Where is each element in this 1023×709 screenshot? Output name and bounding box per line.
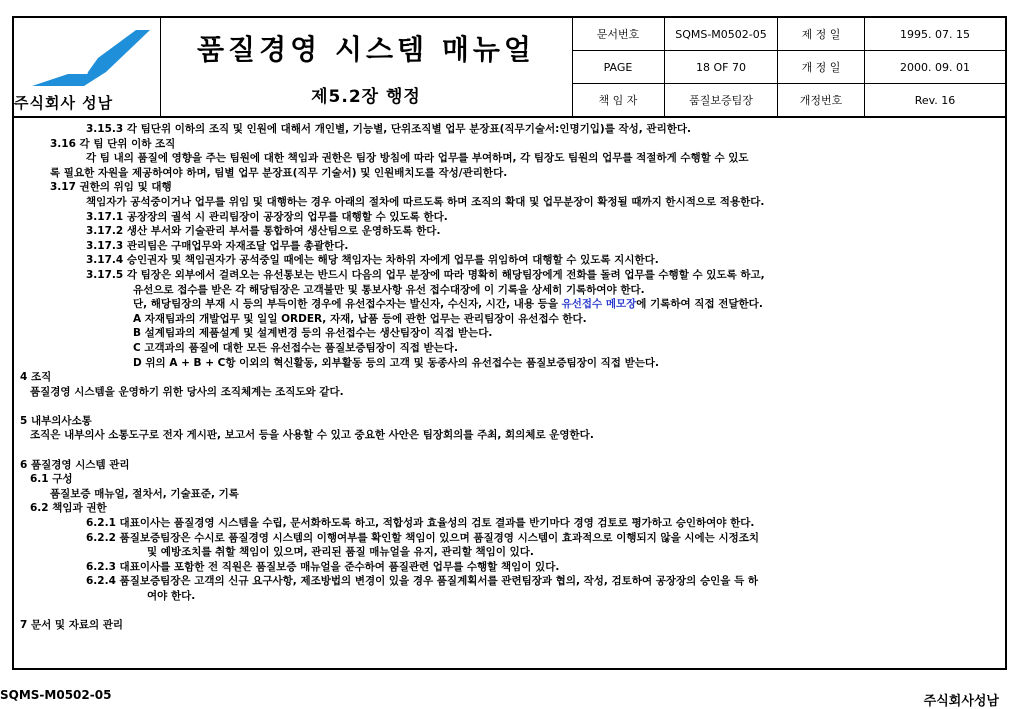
list-item: B 설계팀과의 제품설계 및 설계변경 등의 유선접수는 생산팀장이 직접 받는다. bbox=[133, 327, 493, 340]
section-heading: 7 문서 및 자료의 관리 bbox=[20, 619, 124, 632]
body-text: 에 기록하여 직접 전달한다. bbox=[636, 298, 763, 311]
meta-label: PAGE bbox=[572, 51, 665, 84]
footer-doc-number: SQMS-M0502-05 bbox=[0, 688, 112, 702]
section-heading: 5 내부의사소통 bbox=[20, 414, 92, 427]
body-line bbox=[20, 297, 1000, 312]
document-title: 품질경영 시스템 매뉴얼 bbox=[197, 33, 535, 66]
body-text: 단, 해당팀장의 부재 시 등의 부득이한 경우에 유선접수자는 발신자, 수신자, 시간, 내용 등을 bbox=[133, 298, 562, 311]
body-line: 조직은 내부의사 소통도구로 전자 게시판, 보고서 등을 사용할 수 있고 중요한 사안은 팀장회의를 주최, 회의체로 운영한다. bbox=[30, 429, 594, 442]
body-line: 3.15.3 각 팀단위 이하의 조직 및 인원에 대해서 개인별, 기능별, 단위조직별 업무 분장표(직무기술서:인명기입)를 작성, 관리한다. bbox=[86, 123, 691, 135]
company-logo-icon bbox=[28, 28, 153, 90]
body-line: 록 필요한 자원을 제공하여야 하며, 팀별 업무 분장표(직무 기술서) 및 인원배치도를 작성/관리한다. bbox=[50, 166, 508, 179]
meta-label: 제 정 일 bbox=[778, 18, 865, 51]
body-line: 각 팀 내의 품질에 영향을 주는 팀원에 대한 책임과 권한은 팀장 방침에 따라 업무를 부여하며, 각 팀장도 팀원의 업무를 적절하게 수행할 수 있도 bbox=[86, 152, 749, 165]
section-heading: 3.16 각 팀 단위 이하 조직 bbox=[50, 137, 176, 150]
body-line: 3.17.5 각 팀장은 외부에서 걸려오는 유선통보는 반드시 다음의 업무 분장에 따라 명확히 해당팀장에게 전화를 돌려 업무를 수행할 수 있도록 하고, bbox=[86, 268, 765, 281]
title-cell bbox=[160, 18, 573, 116]
document-meta-table bbox=[572, 18, 1005, 116]
meta-value: 18 OF 70 bbox=[665, 51, 778, 84]
section-heading: 6.2 책임과 권한 bbox=[30, 502, 107, 515]
meta-label: 책 임 자 bbox=[572, 84, 665, 117]
meta-label: 개정번호 bbox=[778, 84, 865, 117]
section-heading: 6 품질경영 시스템 관리 bbox=[20, 458, 130, 471]
section-heading: 6.1 구성 bbox=[30, 473, 73, 486]
body-line: 3.17.1 공장장의 궐석 시 관리팀장이 공장장의 업무를 대행할 수 있도록 한다. bbox=[86, 210, 448, 223]
body-line: 품질경영 시스템을 운영하기 위한 당사의 조직체계는 조직도와 같다. bbox=[30, 385, 344, 398]
body-line: 6.2.2 품질보증팀장은 수시로 품질경영 시스템의 이행여부를 확인할 책임이 있으며 품질경영 시스템이 효과적으로 이행되지 않을 시에는 시정조치 bbox=[86, 531, 760, 544]
spacer bbox=[20, 443, 1000, 458]
body-line: 여야 한다. bbox=[147, 590, 196, 602]
section-heading: 4 조직 bbox=[20, 371, 52, 384]
meta-row bbox=[572, 51, 1005, 84]
spacer bbox=[20, 399, 1000, 414]
body-line: 6.2.3 대표이사를 포함한 전 직원은 품질보증 매뉴얼을 준수하여 품질관련 업무를 수행할 책임이 있다. bbox=[86, 560, 560, 573]
list-item: A 자재팀과의 개발업무 및 일일 ORDER, 자재, 납품 등에 관한 업무는 관리팀장이 유선접수 한다. bbox=[133, 312, 587, 325]
body-line: 품질보증 매뉴얼, 절차서, 기술표준, 기록 bbox=[50, 487, 239, 500]
list-item: D 위의 A + B + C항 이외의 혁신활동, 외부활동 등의 고객 및 동종사의 유선접수는 품질보증팀장이 직접 받는다. bbox=[133, 356, 659, 369]
body-line: 6.2.4 품질보증팀장은 고객의 신규 요구사항, 제조방법의 변경이 있을 경우 품질계획서를 관련팀장과 협의, 작성, 검토하여 공장장의 승인을 득 하 bbox=[86, 575, 759, 588]
body-line: 책임자가 공석중이거나 업무를 위임 및 대행하는 경우 아래의 절차에 따르도록 하며 조직의 확대 및 업무분장이 확정될 때까지 한시적으로 적용한다. bbox=[86, 195, 765, 208]
meta-value: 1995. 07. 15 bbox=[865, 18, 1006, 51]
body-line: 3.17.4 승인권자 및 책임권자가 공석중일 때에는 해당 책임자는 차하위 자에게 업무를 위임하여 대행할 수 있도록 지시한다. bbox=[86, 254, 659, 267]
meta-value: Rev. 16 bbox=[865, 84, 1006, 117]
list-item: C 고객과의 품질에 대한 모든 유선접수는 품질보증팀장이 직접 받는다. bbox=[133, 341, 458, 354]
company-name: 주식회사 성남 bbox=[14, 94, 114, 112]
document-body bbox=[20, 122, 1000, 633]
spacer bbox=[20, 604, 1000, 619]
body-line: 3.17.3 관리팀은 구매업무와 자재조달 업무를 총괄한다. bbox=[86, 239, 349, 252]
body-line: 6.2.1 대표이사는 품질경영 시스템을 수립, 문서화하도록 하고, 적합성과 효율성의 검토 결과를 반기마다 경영 검토로 평가하고 승인하여야 한다. bbox=[86, 517, 755, 530]
document-frame bbox=[12, 16, 1007, 670]
meta-value: 품질보증팀장 bbox=[665, 84, 778, 117]
section-heading: 3.17 권한의 위임 및 대행 bbox=[50, 181, 172, 194]
footer-company: 주식회사성남 bbox=[923, 694, 999, 709]
body-line: 및 예방조치를 취할 책임이 있으며, 관리된 품질 매뉴얼을 유지, 관리할 책임이 있다. bbox=[147, 546, 534, 559]
memo-pad-link[interactable]: 유선접수 메모장 bbox=[561, 298, 637, 311]
logo-cell bbox=[14, 18, 161, 116]
meta-label: 개 정 일 bbox=[778, 51, 865, 84]
meta-label: 문서번호 bbox=[572, 18, 665, 51]
meta-row bbox=[572, 18, 1005, 51]
body-line: 3.17.2 생산 부서와 기술관리 부서를 통합하여 생산팀으로 운영하도록 한다. bbox=[86, 225, 441, 238]
meta-value: SQMS-M0502-05 bbox=[665, 18, 778, 51]
body-line: 유선으로 접수를 받은 각 해당팀장은 고객불만 및 통보사항 유선 접수대장에 이 기록을 상세히 기록하여야 한다. bbox=[133, 283, 645, 296]
meta-row bbox=[572, 84, 1005, 117]
document-header bbox=[14, 18, 1005, 118]
meta-value: 2000. 09. 01 bbox=[865, 51, 1006, 84]
chapter-title: 제5.2장 행정 bbox=[311, 87, 421, 107]
